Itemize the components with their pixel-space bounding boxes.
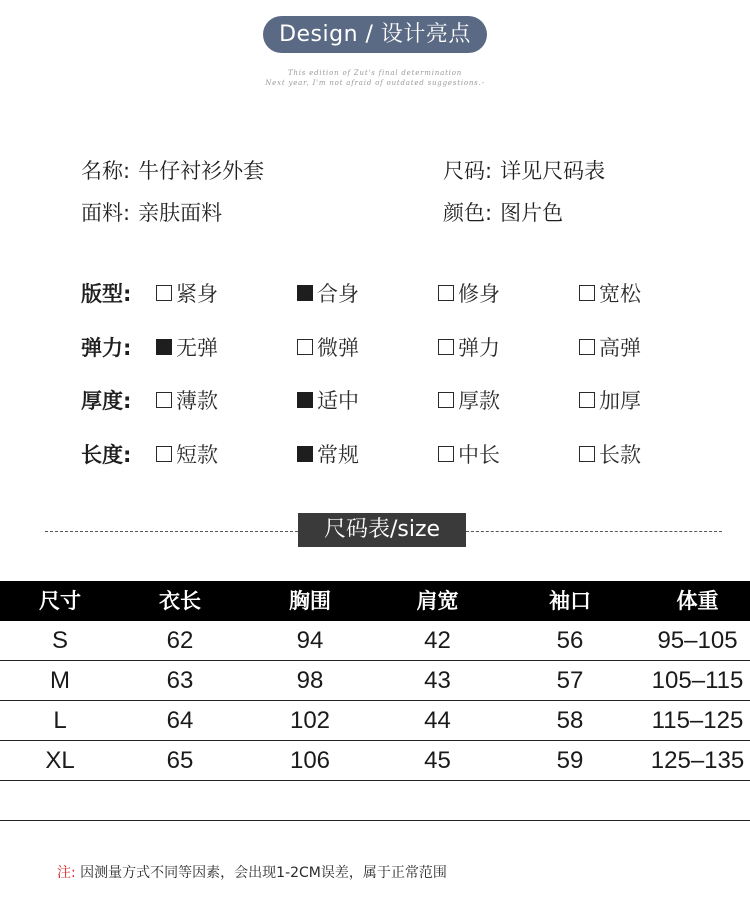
attribute-label: 长度: xyxy=(81,443,132,467)
size-table-header xyxy=(0,581,750,621)
option-checkbox xyxy=(156,278,218,308)
checkbox-icon xyxy=(579,339,595,355)
checkbox-icon xyxy=(579,392,595,408)
checkbox-icon xyxy=(297,339,313,355)
info-size xyxy=(443,155,605,185)
table-cell: 57 xyxy=(556,667,584,694)
option-checkbox xyxy=(156,439,218,469)
table-cell: 62 xyxy=(166,627,194,654)
table-header-cell: 袖口 xyxy=(549,589,591,613)
option-checkbox xyxy=(297,278,359,308)
info-color-label: 颜色: xyxy=(443,201,493,225)
info-name-label: 名称: xyxy=(81,159,131,183)
checkbox-icon xyxy=(579,446,595,462)
table-cell: 43 xyxy=(424,667,451,694)
table-cell: 42 xyxy=(424,627,451,654)
checkbox-icon xyxy=(438,392,454,408)
option-label: 薄款 xyxy=(176,389,218,413)
table-bottom-rule xyxy=(0,820,750,821)
checkbox-icon xyxy=(297,446,313,462)
checkbox-icon xyxy=(156,339,172,355)
option-label: 中长 xyxy=(458,443,500,467)
table-cell: L xyxy=(53,707,67,734)
table-header-cell: 胸围 xyxy=(289,589,331,613)
table-cell: XL xyxy=(45,747,75,774)
checkbox-icon xyxy=(297,392,313,408)
info-color xyxy=(443,197,563,227)
checkbox-icon xyxy=(156,392,172,408)
info-fabric-value: 亲肤面料 xyxy=(138,201,223,225)
option-checkbox xyxy=(438,278,500,308)
dashed-divider-left xyxy=(45,531,298,532)
size-chart-title: 尺码表/size xyxy=(298,513,466,547)
option-label: 宽松 xyxy=(599,282,641,306)
checkbox-icon xyxy=(156,285,172,301)
option-checkbox xyxy=(579,439,641,469)
option-label: 高弹 xyxy=(599,336,641,360)
note-prefix: 注: xyxy=(57,865,76,881)
checkbox-icon xyxy=(438,339,454,355)
attribute-label: 厚度: xyxy=(81,389,132,413)
option-checkbox xyxy=(579,278,641,308)
table-cell: 102 xyxy=(289,707,331,734)
dashed-divider-right xyxy=(466,531,722,532)
table-cell: 125–135 xyxy=(650,747,745,774)
attribute-label: 弹力: xyxy=(81,336,132,360)
option-label: 修身 xyxy=(458,282,500,306)
option-label: 长款 xyxy=(599,443,641,467)
info-fabric xyxy=(81,197,222,227)
table-cell: 58 xyxy=(556,707,584,734)
table-row xyxy=(0,701,750,741)
checkbox-icon xyxy=(438,446,454,462)
option-checkbox xyxy=(438,439,500,469)
option-checkbox xyxy=(579,385,641,415)
table-header-cell: 肩宽 xyxy=(416,589,459,613)
option-checkbox xyxy=(156,385,218,415)
info-color-value: 图片色 xyxy=(500,201,564,225)
table-row xyxy=(0,741,750,781)
option-label: 短款 xyxy=(176,443,218,467)
info-name-value: 牛仔衬衫外套 xyxy=(138,159,265,183)
table-cell: 45 xyxy=(424,747,451,774)
note-text: 因测量方式不同等因素，会出现1-2CM误差，属于正常范围 xyxy=(75,865,447,881)
option-checkbox xyxy=(579,332,641,362)
table-cell: 105–115 xyxy=(651,667,744,694)
table-cell: 56 xyxy=(556,627,584,654)
option-checkbox xyxy=(438,385,500,415)
checkbox-icon xyxy=(297,285,313,301)
info-fabric-label: 面料: xyxy=(81,201,131,225)
table-cell: M xyxy=(50,667,70,694)
option-checkbox xyxy=(297,439,359,469)
attribute-label: 版型: xyxy=(81,282,132,306)
table-cell: 64 xyxy=(166,707,194,734)
table-cell: 94 xyxy=(296,627,324,654)
option-label: 紧身 xyxy=(176,282,218,306)
table-header-cell: 体重 xyxy=(676,589,719,613)
option-label: 弹力 xyxy=(458,336,500,360)
table-header-cell: 衣长 xyxy=(159,589,201,613)
checkbox-icon xyxy=(438,285,454,301)
table-header-cell: 尺寸 xyxy=(39,589,81,613)
table-row xyxy=(0,621,750,661)
info-size-value: 详见尺码表 xyxy=(500,159,606,183)
option-label: 厚款 xyxy=(458,389,500,413)
option-label: 常规 xyxy=(317,443,359,467)
table-cell: 98 xyxy=(296,667,324,694)
table-cell: 44 xyxy=(424,707,451,734)
table-cell: 65 xyxy=(166,747,194,774)
table-cell: 106 xyxy=(289,747,331,774)
option-checkbox xyxy=(438,332,500,362)
option-label: 适中 xyxy=(317,389,359,413)
info-size-label: 尺码: xyxy=(443,159,493,183)
option-label: 加厚 xyxy=(599,389,641,413)
header-subtext-line1: This edition of Zut's final determination xyxy=(287,69,463,77)
checkbox-icon xyxy=(156,446,172,462)
table-cell: 95–105 xyxy=(657,627,738,654)
table-cell: S xyxy=(51,627,68,654)
option-checkbox xyxy=(297,332,359,362)
option-label: 合身 xyxy=(317,282,359,306)
table-row xyxy=(0,661,750,701)
design-highlight-pill: Design / 设计亮点 xyxy=(263,16,487,53)
measurement-note xyxy=(57,862,447,882)
table-cell: 59 xyxy=(556,747,584,774)
option-checkbox xyxy=(297,385,359,415)
table-cell: 63 xyxy=(166,667,194,694)
option-label: 微弹 xyxy=(317,336,359,360)
checkbox-icon xyxy=(579,285,595,301)
table-cell: 115–125 xyxy=(651,707,744,734)
option-label: 无弹 xyxy=(176,336,218,360)
header-subtext-line2: Next year, I'm not afraid of outdated suggestions.- xyxy=(265,79,485,87)
info-name xyxy=(81,155,264,185)
option-checkbox xyxy=(156,332,218,362)
